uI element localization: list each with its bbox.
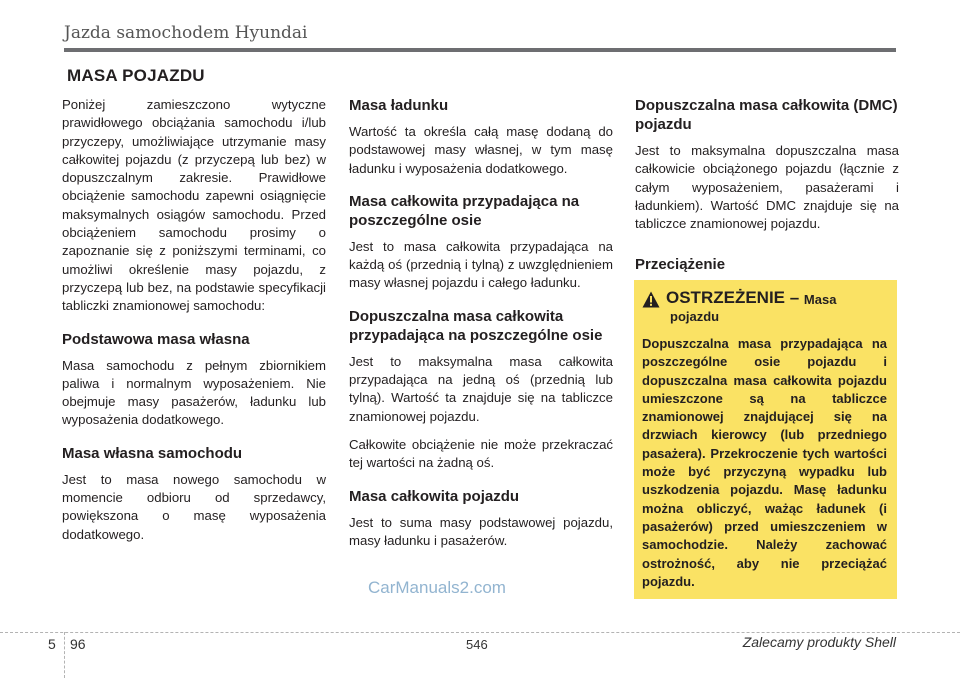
heading-dopuszczalna-masa-na-osie: Dopuszczalna masa całkowita przypadająca na poszczególne osie [349,307,603,344]
footer-divider [64,632,65,678]
column-1 [62,96,326,554]
heading-masa-ladunku: Masa ładunku [349,97,449,114]
heading-podstawowa-masa: Podstawowa masa własna [62,330,250,348]
intro-paragraph: Poniżej zamieszczono wytyczne prawidłowego obciążania samochodu i/lub przyczepy, umożliwiające utrzymanie masy całkowitej pojazdu (z przyczepą lub bez) w dopuszczalnym zakresie. Prawidłowe obciążenie samochodu zapewni osiągnięcie maksymalnych osiągów samochodu. Przed obciążeniem samochodu prosimy o zapoznanie się z poniższymi terminami, co umożliwi określenie masy pojazdu, z przyczepą lub bez, na podstawie specyfikacji tabliczki znamionowej samochodu: [62,97,326,314]
paragraph-dmc: Jest to maksymalna dopuszczalna masa całkowicie obciążonego pojazdu (łącznie z całym wyposażeniem, pasażerami i ładunkiem). Wartość DMC znajduje się na tabliczce znamionowej pojazdu. [635,143,899,232]
page-number: 96 [70,636,86,652]
warning-header [642,288,887,308]
column-2 [349,96,613,560]
paragraph-masa-na-osie: Jest to masa całkowita przypadająca na każdą oś (przednią i tylną) z uwzględnieniem masy własnej pojazdu i całego ładunku. [349,238,613,291]
warning-triangle-icon [642,291,660,308]
warning-title: OSTRZEŻENIE [666,288,786,307]
watermark: CarManuals2.com [368,578,506,597]
heading-masa-calkowita: Masa całkowita pojazdu [349,487,520,505]
warning-subtitle: Masa [803,292,837,307]
paragraph-dopuszczalna-masa-na-osie: Jest to maksymalna masa całkowita przypadająca na jedną oś (przednią lub tylną). Wartość ta znajduje się na tabliczce znamionowej pojazdu. [349,353,613,424]
heading-masa-na-osie: Masa całkowita przypadająca na poszczególne osie [349,192,580,229]
column-3 [635,96,899,282]
warning-subtitle-line2: pojazdu [670,309,720,324]
chapter-number: 5 [48,636,56,652]
footer-rule [0,632,960,633]
paragraph-podstawowa-masa: Masa samochodu z pełnym zbiornikiem paliwa i normalnym wyposażeniem. Nie obejmuje masy pasażerów, ładunku lub wyposażenia dodatkowego. [62,357,326,428]
warning-text: Dopuszczalna masa przypadająca na poszczególne osie pojazdu i dopuszczalna masa całkowita pojazdu umieszczone są na tabliczce znamionowej znajdującej się na drzwiach kierowcy (lub przedniego pasażera). Przekroczenie tych wartości może być przyczyną wypadku lub uszkodzenia pojazdu. Masę ładunku można obliczyć, ważąc ładunek (i pasażerów) przed umieszczeniem w samochodzie. Należy zachować ostrożność, aby nie przeciążać pojazdu. [642,336,887,589]
paragraph-masa-wlasna: Jest to masa nowego samochodu w momencie odbioru od sprzedawcy, powiększona o masę wyposażenia dodatkowego. [62,471,326,542]
header-rule [64,48,896,52]
warning-box [634,280,897,599]
paragraph-masa-calkowita: Jest to suma masy podstawowej pojazdu, masy ładunku i pasażerów. [349,514,613,548]
heading-dmc: Dopuszczalna masa całkowita (DMC) pojazdu [635,97,898,133]
paragraph-masa-ladunku: Wartość ta określa całą masę dodaną do podstawowej masy własnej, w tym masę ładunku i wyposażenia dodatkowego. [349,124,613,176]
center-page-number: 546 [466,637,488,652]
footer-promo-text: Zalecamy produkty Shell [742,634,896,650]
heading-przeciazenie: Przeciążenie [635,256,726,274]
section-title: MASA POJAZDU [67,66,205,85]
warning-dash: – [785,288,804,307]
running-header: Jazda samochodem Hyundai [64,23,308,43]
heading-masa-wlasna: Masa własna samochodu [62,444,243,462]
paragraph-obciazenie: Całkowite obciążenie nie może przekraczać tej wartości na żadną oś. [349,436,613,471]
